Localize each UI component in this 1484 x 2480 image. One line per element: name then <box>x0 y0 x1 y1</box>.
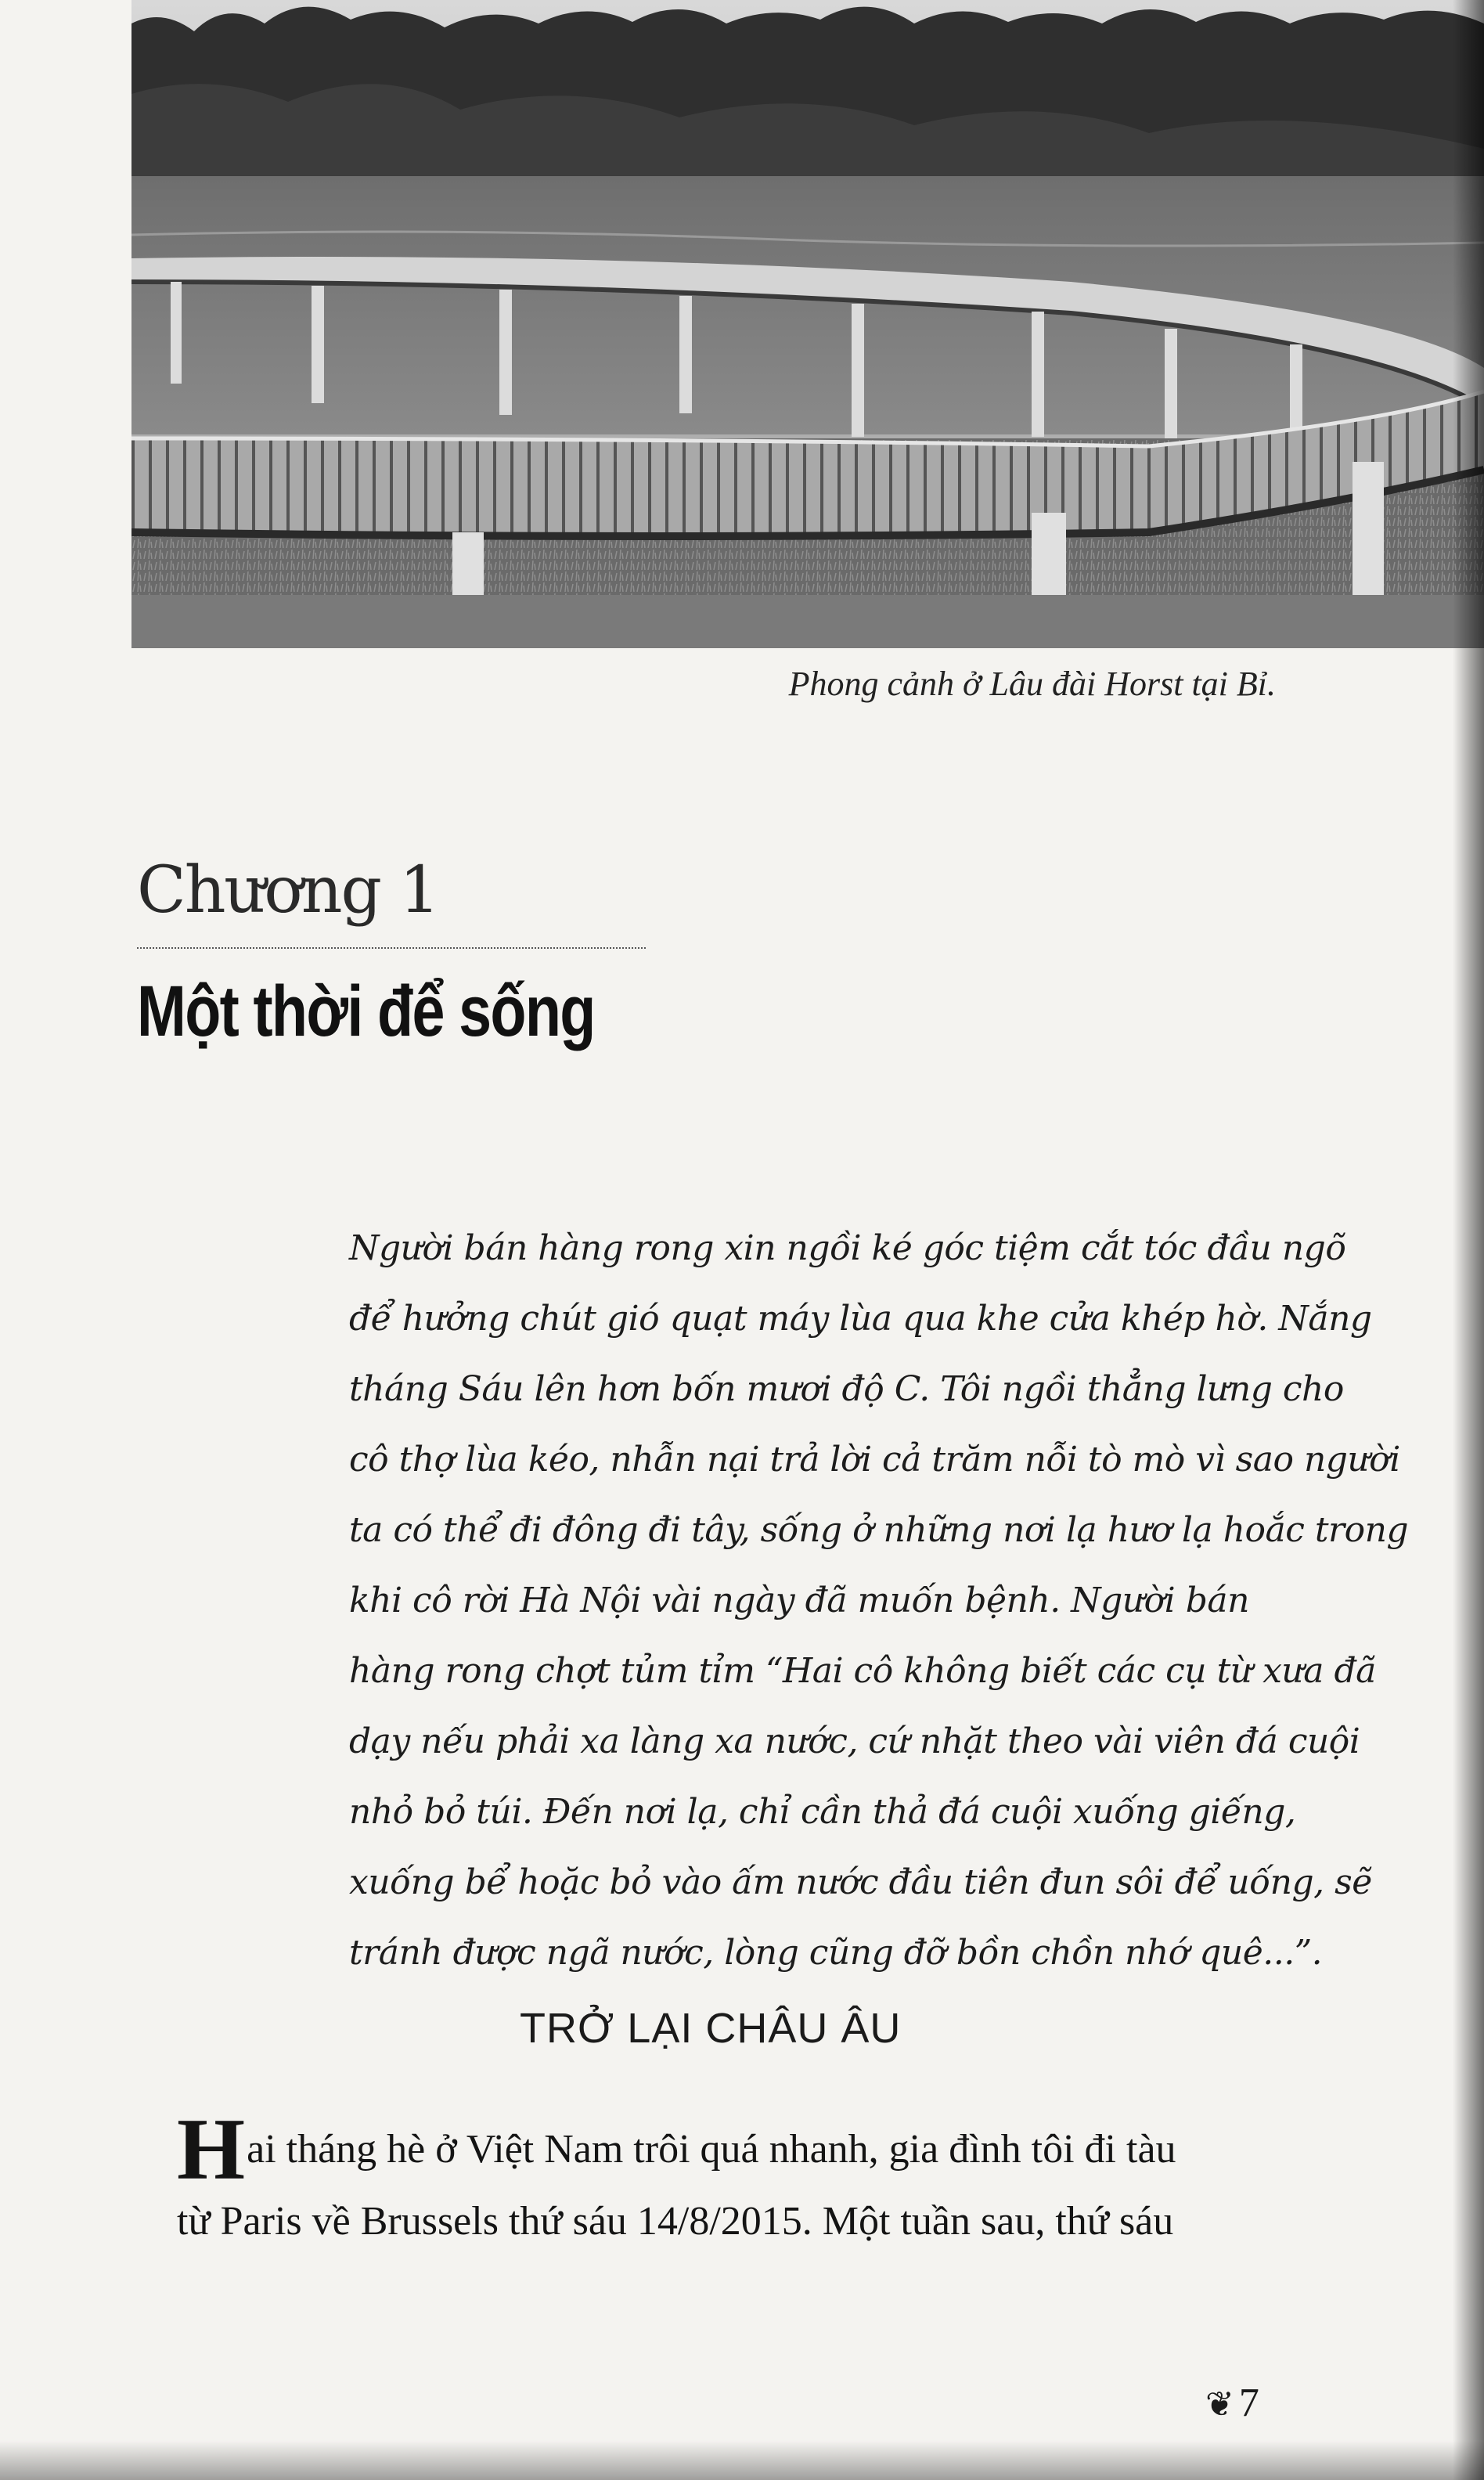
epigraph-line: xuống bể hoặc bỏ vào ấm nước đầu tiên đun sôi để uống, sẽ <box>349 1862 1372 1902</box>
epigraph-line: tránh được ngã nước, lòng cũng đỡ bồn chồn nhớ quê...”. <box>349 1933 1323 1973</box>
flower-ornament-icon: ❦ <box>1205 2385 1234 2424</box>
body-line <box>177 2101 1280 2198</box>
epigraph-line: ta có thể đi đông đi tây, sống ở những nơi lạ hươ lạ hoắc trong <box>349 1510 1409 1550</box>
epigraph-line: nhỏ bỏ túi. Đến nơi lạ, chỉ cần thả đá cuội xuống giếng, <box>349 1792 1296 1832</box>
epigraph-line: Người bán hàng rong xin ngồi ké góc tiệm cắt tóc đầu ngõ <box>349 1228 1346 1268</box>
page-bottom-shadow <box>0 2441 1484 2480</box>
epigraph-line: để hưởng chút gió quạt máy lùa qua khe cửa khép hờ. Nắng <box>349 1299 1372 1339</box>
body-line-text: ai tháng hè ở Việt Nam trôi quá nhanh, gia đình tôi đi tàu <box>247 2127 1176 2172</box>
landscape-photo <box>131 0 1484 648</box>
chapter-label: Chương 1 <box>137 853 439 928</box>
epigraph-line: cô thợ lùa kéo, nhẫn nại trả lời cả trăm nỗi tò mò vì sao người <box>349 1440 1400 1480</box>
epigraph <box>349 1213 1409 1988</box>
epigraph-line: khi cô rời Hà Nội vài ngày đã muốn bệnh. Người bán <box>349 1581 1249 1620</box>
body-paragraph <box>177 2101 1280 2258</box>
page-edge-shadow <box>1453 0 1484 2480</box>
epigraph-line: tháng Sáu lên hơn bốn mươi độ C. Tôi ngồi thẳng lưng cho <box>349 1369 1344 1409</box>
body-line: từ Paris về Brussels thứ sáu 14/8/2015. Một tuần sau, thứ sáu <box>177 2199 1174 2244</box>
chapter-title: Một thời để sống <box>137 971 595 1051</box>
chapter-divider <box>137 947 646 949</box>
page-footer <box>1205 2380 1259 2426</box>
photo-caption: Phong cảnh ở Lâu đài Horst tại Bỉ. <box>788 665 1276 703</box>
epigraph-line: dạy nếu phải xa làng xa nước, cứ nhặt theo vài viên đá cuội <box>349 1721 1360 1761</box>
page-number: 7 <box>1238 2381 1259 2425</box>
epigraph-line: hàng rong chợt tủm tỉm “Hai cô không biết các cụ từ xưa đã <box>349 1651 1376 1691</box>
section-heading: TRỞ LẠI CHÂU ÂU <box>520 2005 902 2052</box>
drop-cap: H <box>177 2101 246 2198</box>
